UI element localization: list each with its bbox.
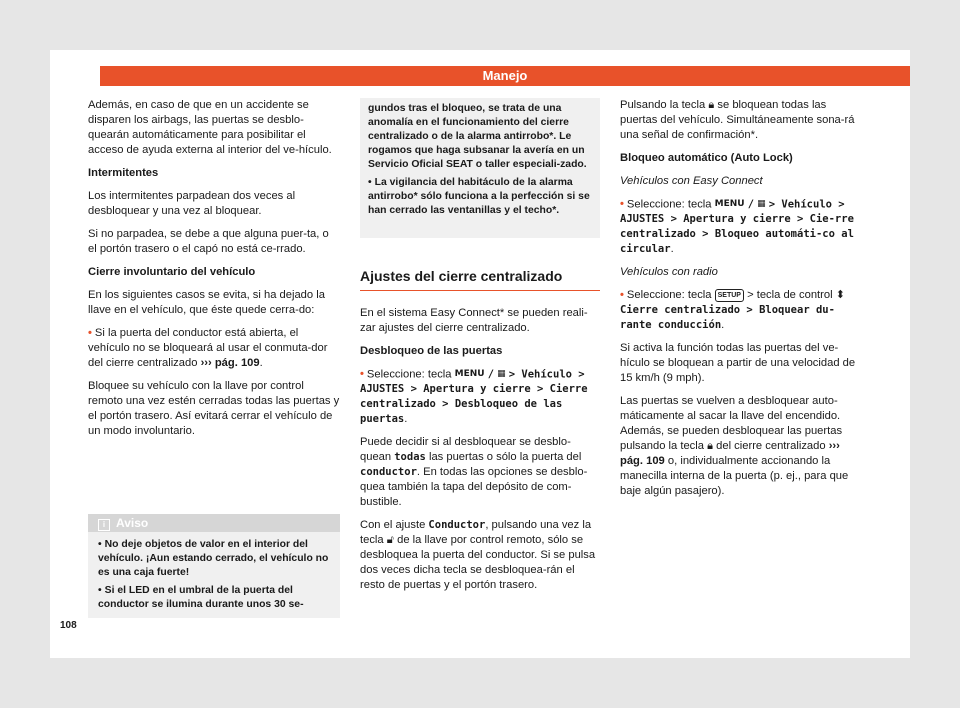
column-2 (360, 306, 600, 601)
text-run: se bloquean todas las puertas del vehículo. Simultáneamente sona-rá una señal de confirmación*. (620, 99, 855, 141)
column-1 (88, 98, 340, 447)
option-conductor: Conductor (428, 519, 486, 532)
aviso-body (88, 532, 340, 612)
heading-intermitentes: Intermitentes (88, 167, 159, 179)
aviso-item (98, 584, 330, 612)
bullet-dot-icon: • (620, 198, 624, 211)
page-reference-link[interactable]: ››› pág. 109 (620, 440, 840, 468)
text-run: las puertas o sólo la puerta del (428, 451, 582, 464)
subheading-radio: Vehículos con radio (620, 266, 718, 279)
text-run: . En todas las opciones se desblo-quea también la tapa del depósito de com-bustible. (360, 466, 588, 509)
text-run: del cierre centralizado (716, 440, 826, 453)
paragraph: Además, en caso de que en un accidente se disparen los airbags, las puertas se desblo-quearán automáticamente para posibilitar el acceso de ayuda externa al interior del ve-hículo. (88, 99, 332, 156)
aviso-header (88, 514, 340, 532)
paragraph: Si activa la función todas las puertas del ve-hículo se bloquean a partir de una velocidad de 15 km/h (9 mph). (620, 342, 856, 385)
bullet-dot-icon: • (98, 585, 102, 596)
bullet-dot-icon: • (98, 539, 102, 550)
paragraph (620, 98, 860, 143)
text-run: o, individualmente accionando la manecilla interna de la puerta (p. ej., para que baje algún pasajero). (620, 455, 849, 498)
column-3 (620, 98, 860, 507)
warning-text: gundos tras el bloqueo, se trata de una anomalía en el funcionamiento del cierre centralizado o de la alarma antirrobo*. Le rogamos que haga subsanar la avería en un Servicio Oficial SEAT o taller especiali-zado. (368, 103, 587, 170)
aviso-box (88, 514, 340, 618)
bullet-item: • Seleccione: tecla MENU / ▦ > Vehículo > AJUSTES > Apertura y cierre > Cierre centralizado > Desbloqueo de las puertas. (360, 368, 588, 426)
manual-page (50, 50, 910, 658)
section-title: Ajustes del cierre centralizado (360, 268, 600, 291)
unlock-key-icon: 🔓︎ (386, 534, 394, 547)
text-run: > tecla de control (747, 289, 833, 302)
control-arrows-icon: ⬍ (835, 289, 846, 302)
heading-desbloqueo: Desbloqueo de las puertas (360, 345, 503, 357)
chapter-header: Manejo (100, 66, 910, 86)
text-run: , pulsando una vez la tecla (360, 519, 592, 547)
aviso-item-text: No deje objetos de valor en el interior del vehículo. ¡Aun estando cerrado, el vehículo no es una caja fuerte! (98, 539, 329, 578)
lock-key-icon: 🔒︎ (707, 440, 714, 453)
paragraph (360, 435, 600, 510)
aviso-item-text: Si el LED en el umbral de la puerta del conductor se ilumina durante unos 30 se- (98, 585, 304, 610)
heading-auto-lock: Bloqueo automático (Auto Lock) (620, 152, 793, 164)
paragraph: En los siguientes casos se evita, si ha dejado la llave en el vehículo, que éste quede cerra-do: (88, 289, 325, 316)
bullet-text: Seleccione: tecla (626, 289, 712, 302)
info-icon: i (98, 519, 110, 531)
bullet-dot-icon: • (368, 177, 372, 188)
separator: / (487, 368, 495, 381)
subheading-easy-connect: Vehículos con Easy Connect (620, 175, 763, 187)
warning-item-text: La vigilancia del habitáculo de la alarma antirrobo* sólo funciona a la perfección si se han cerrado las ventanillas y el techo*. (368, 177, 590, 216)
bullet-dot-icon: • (620, 289, 624, 302)
paragraph: Los intermitentes parpadean dos veces al desbloquear y una vez al bloquear. (88, 190, 296, 217)
option-todas: todas (394, 451, 426, 464)
aviso-item (98, 538, 330, 580)
separator: / (747, 198, 755, 211)
aviso-title: Aviso (116, 516, 149, 530)
page-reference-link[interactable]: ››› pág. 109 (200, 357, 260, 369)
page-number: 108 (60, 620, 77, 631)
bullet-item: • Seleccione: tecla SETUP > tecla de control ⬍ Cierre centralizado > Bloquear du-rante conducción. (620, 289, 846, 332)
text-run: Las puertas se vuelven a desbloquear auto-máticamente al sacar la llave del encendido. Además, se pueden desbloquear las puertas pulsando la tecla (620, 395, 843, 453)
warning-item (368, 176, 592, 218)
menu-path: > Vehículo > AJUSTES > Apertura y cierre > Cie-rre centralizado > Bloqueo automáti-co al circular (620, 198, 854, 256)
menu-key-icon: MENU (454, 369, 485, 379)
bullet-dot-icon: • (360, 368, 364, 381)
menu-path: Cierre centralizado > Bloquear du-rante conducción (620, 304, 835, 332)
text-run: Puede decidir si al desbloquear se desblo-quean (360, 436, 571, 464)
car-settings-icon: ▦ (497, 369, 506, 379)
bullet-text: Seleccione: tecla (366, 368, 452, 381)
paragraph: Si no parpadea, se debe a que alguna puer-ta, o el portón trasero o el capó no está ce-rrado. (88, 228, 329, 255)
bullet-text: Seleccione: tecla (626, 198, 712, 211)
paragraph: En el sistema Easy Connect* se pueden reali-zar ajustes del cierre centralizado. (360, 307, 588, 334)
lock-key-icon: 🔒︎ (708, 99, 715, 111)
option-conductor: conductor (360, 466, 417, 479)
text-run: Con el ajuste (360, 519, 426, 532)
text-run: Pulsando la tecla (620, 99, 706, 111)
paragraph: Bloquee su vehículo con la llave por control remoto una vez estén cerradas todas las puertas y el portón trasero. Así evitará cerrar el vehículo de un modo involuntario. (88, 380, 340, 437)
menu-key-icon: MENU (714, 199, 745, 209)
paragraph (360, 518, 600, 593)
warning-continuation-box (360, 98, 600, 238)
car-settings-icon: ▦ (757, 199, 766, 209)
setup-key-icon: SETUP (715, 289, 744, 302)
bullet-text: Si la puerta del conductor está abierta, el vehículo no se bloqueará al usar el conmuta-dor del cierre centralizado (88, 327, 328, 369)
heading-cierre-involuntario: Cierre involuntario del vehículo (88, 266, 256, 278)
bullet-dot-icon: • (88, 327, 92, 339)
paragraph (620, 394, 860, 499)
text-run: de la llave por control remoto, sólo se desbloquea la puerta del conductor. Si se pulsa dos veces dicha tecla se desbloquea-rán el resto de puertas y el portón trasero. (360, 534, 596, 592)
bullet-item: • Seleccione: tecla MENU / ▦ > Vehículo > AJUSTES > Apertura y cierre > Cie-rre centralizado > Bloqueo automáti-co al circular. (620, 198, 854, 256)
menu-path: > Vehículo > AJUSTES > Apertura y cierre > Cierre centralizado > Desbloqueo de las puertas (360, 368, 588, 426)
bullet-item: • Si la puerta del conductor está abierta, el vehículo no se bloqueará al usar el conmuta-dor del cierre centralizado ››› pág. 109. (88, 327, 328, 369)
